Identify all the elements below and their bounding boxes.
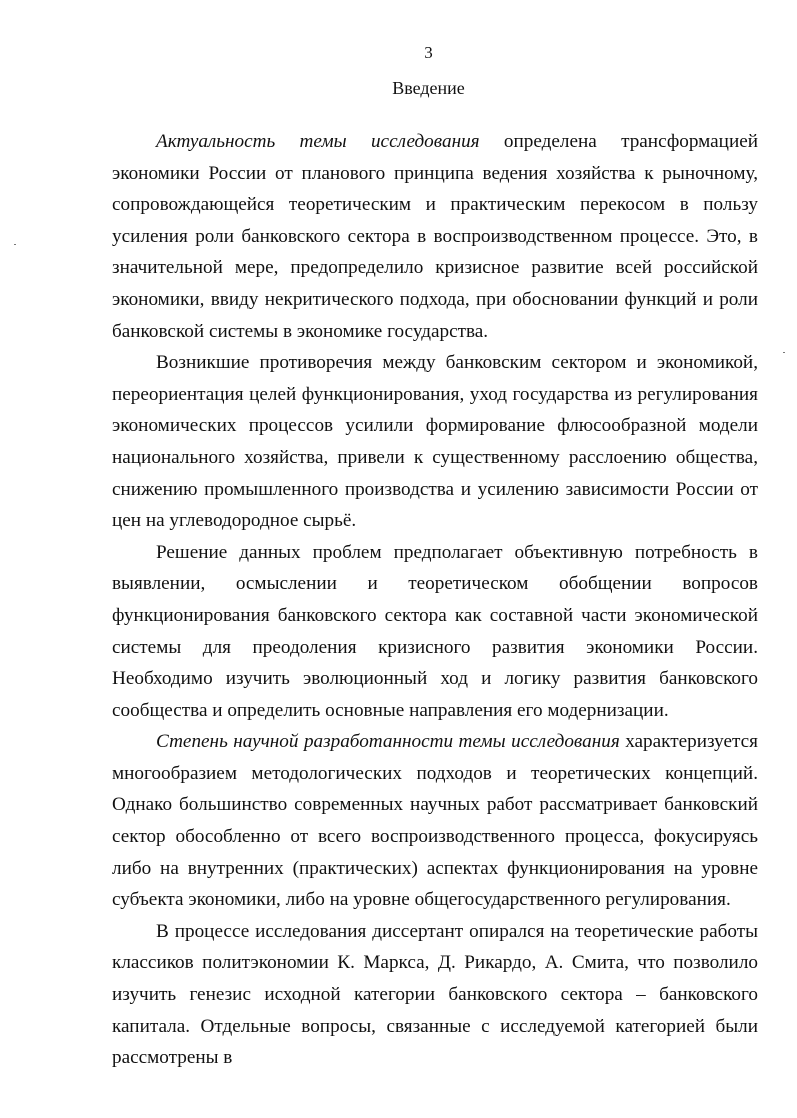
paragraph-sources bbox=[112, 916, 758, 1074]
paragraph-text: Решение данных проблем предполагает объективную потребность в выявлении, осмыслении и теоретическом обобщении вопросов функционирования банковского сектора как составной части экономической системы для преодоления кризисного развития экономики России. Необходимо изучить эволюционный ход и логику развития банковского сообщества и определить основные направления его модернизации. bbox=[112, 541, 758, 721]
paragraph-solution bbox=[112, 537, 758, 727]
paragraph-text: Возникшие противоречия между банковским сектором и экономикой, переориентация целей функционирования, уход государства из регулирования экономических процессов усилили формирование флюсообразной модели национального хозяйства, привели к существенному расслоению общества, снижению промышленного производства и усилению зависимости России от цен на углеводородное сырьё. bbox=[112, 352, 758, 532]
paragraph-relevance bbox=[112, 126, 758, 347]
paragraph-text: определена трансформацией экономики России от планового принципа ведения хозяйства к рыночному, сопровождающейся теоретическим и практическим перекосом в пользу усиления роли банковского сектора в воспроизводственном процессе. Это, в значительной мере, предопределило кризисное развитие всей российской экономики, ввиду некритического подхода, при обосновании функций и роли банковской системы в экономике государства. bbox=[112, 131, 758, 342]
paragraph-text: В процессе исследования диссертант опирался на теоретические работы классиков политэкономии К. Маркса, Д. Рикардо, А. Смита, что позволило изучить генезис исходной категории банковского сектора – банковского капитала. Отдельные вопросы, связанные с исследуемой категорией были рассмотрены в bbox=[112, 920, 758, 1069]
paragraph-contradictions bbox=[112, 347, 758, 537]
paragraph-text: характеризуется многообразием методологических подходов и теоретических концепций. Однако большинство современных научных работ рассматривает банковский сектор обособленно от всего воспроизводственного процесса, фокусируясь либо на внутренних (практических) аспектах функционирования на уровне субъекта экономики, либо на уровне общегосударственного регулирования. bbox=[112, 731, 758, 911]
paragraph-lead-italic: Степень научной разработанности темы исследования bbox=[156, 731, 620, 753]
scan-speck bbox=[783, 352, 785, 353]
paragraph-lead-italic: Актуальность темы исследования bbox=[156, 131, 480, 152]
section-heading: Введение bbox=[392, 78, 465, 98]
scan-speck bbox=[14, 244, 16, 245]
page-number: 3 bbox=[424, 43, 433, 62]
body-text bbox=[112, 126, 758, 1074]
paragraph-research-degree bbox=[112, 726, 758, 916]
